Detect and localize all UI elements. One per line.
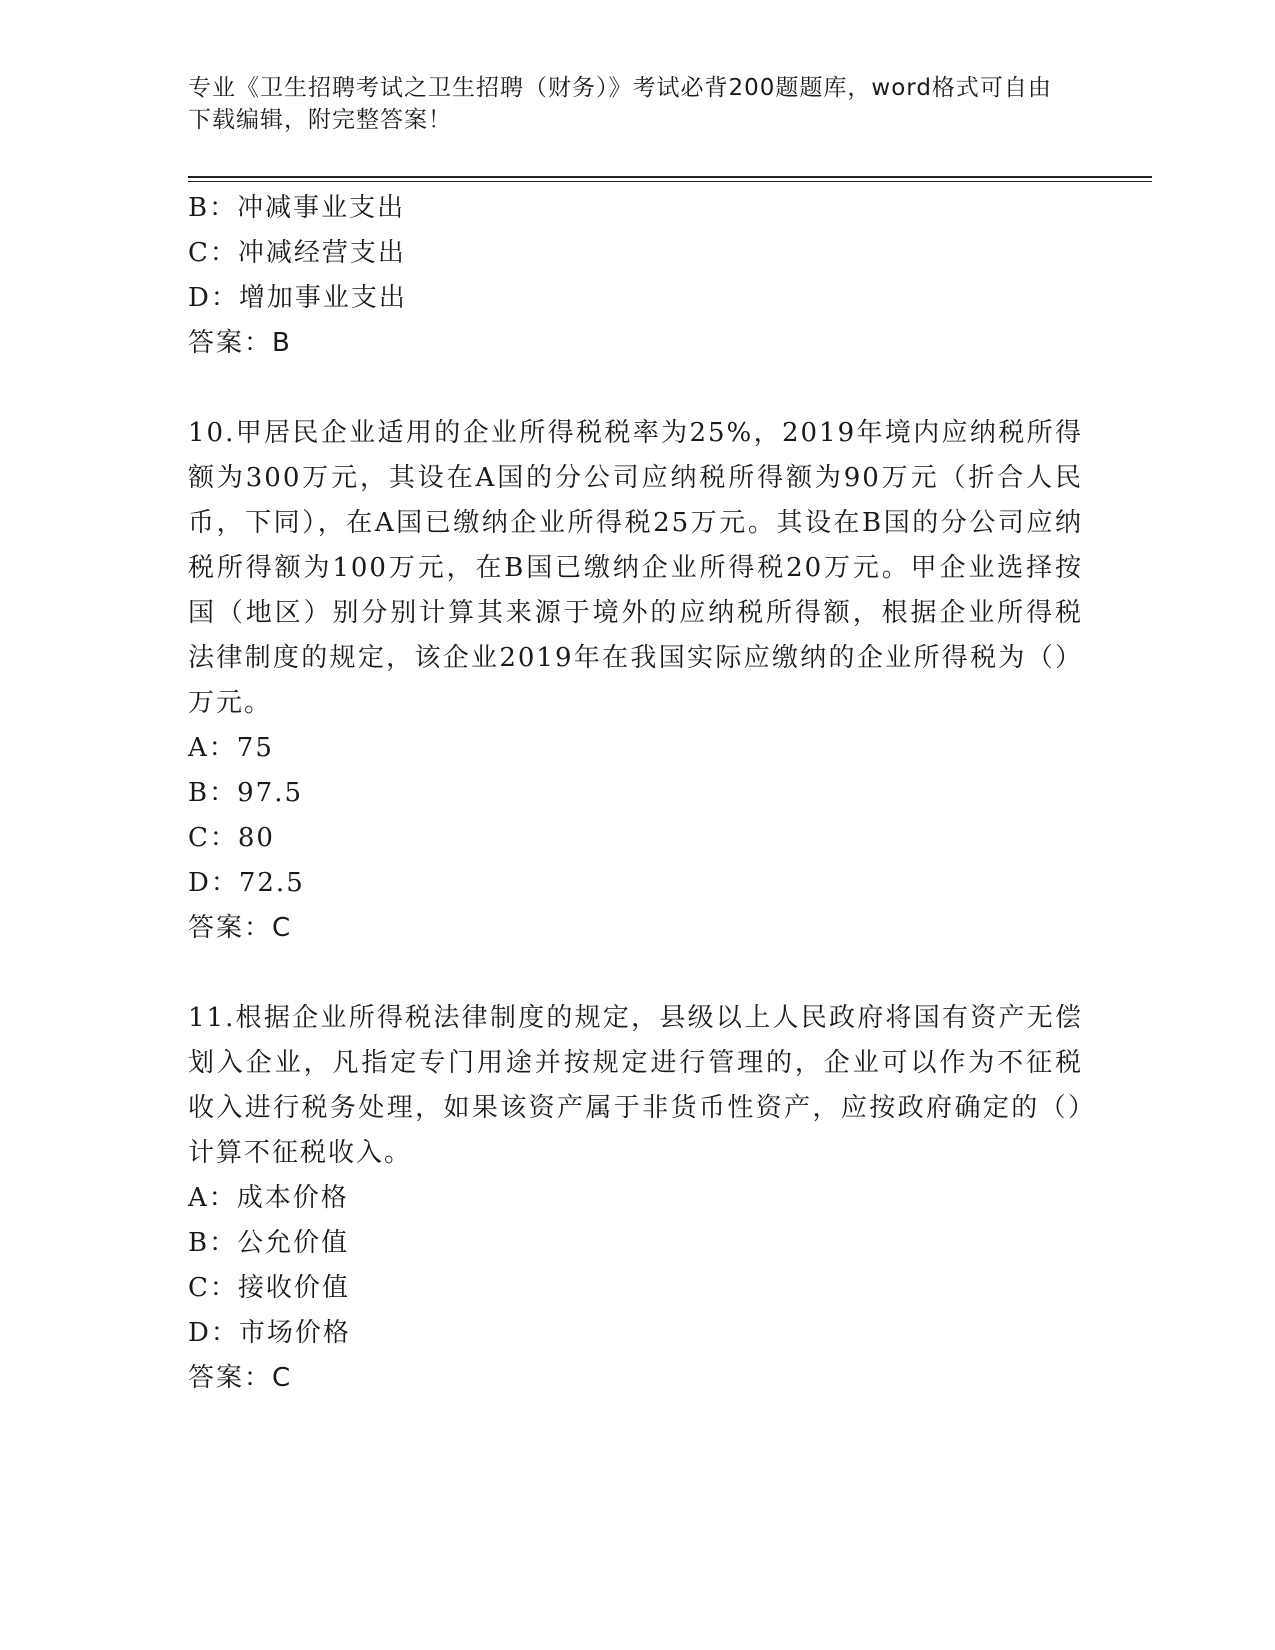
option-b: B：冲减事业支出 <box>188 193 406 223</box>
page-header: 专业《卫生招聘考试之卫生招聘（财务）》考试必背200题题库，word格式可自由下载编辑，附完整答案！ <box>188 75 1052 133</box>
question-10 <box>188 411 1083 951</box>
option-b: B：97.5 <box>188 778 303 808</box>
document-body <box>188 186 1083 1401</box>
option-a: A：成本价格 <box>188 1183 349 1213</box>
header-rule-thick <box>188 176 1152 178</box>
question-text: 11.根据企业所得税法律制度的规定，县级以上人民政府将国有资产无偿划入企业，凡指定专门用途并按规定进行管理的，企业可以作为不征税收入进行税务处理，如果该资产属于非货币性资产，应按政府确定的（）计算不征税收入。 <box>188 1003 1083 1168</box>
answer-line: 答案：C <box>188 913 293 943</box>
question-11 <box>188 996 1083 1401</box>
spacer <box>188 366 1083 411</box>
option-b: B：公允价值 <box>188 1228 350 1258</box>
option-d: D：增加事业支出 <box>188 283 407 313</box>
question-text: 10.甲居民企业适用的企业所得税税率为25%，2019年境内应纳税所得额为300万元，其设在A国的分公司应纳税所得额为90万元（折合人民币，下同），在A国已缴纳企业所得税25万元。其设在B国的分公司应纳税所得额为100万元，在B国已缴纳企业所得税20万元。甲企业选择按国（地区）别分别计算其来源于境外的应纳税所得额，根据企业所得税法律制度的规定，该企业2019年在我国实际应缴纳的企业所得税为（）万元。 <box>188 418 1083 718</box>
header-rule-thin <box>188 181 1152 182</box>
option-d: D：72.5 <box>188 868 305 898</box>
option-d: D：市场价格 <box>188 1318 351 1348</box>
spacer <box>188 951 1083 996</box>
option-c: C：冲减经营支出 <box>188 238 406 268</box>
previous-question <box>188 186 1083 366</box>
option-a: A：75 <box>188 733 274 763</box>
answer-line: 答案：B <box>188 328 292 358</box>
option-c: C：80 <box>188 823 275 853</box>
option-c: C：接收价值 <box>188 1273 350 1303</box>
answer-line: 答案：C <box>188 1363 293 1393</box>
